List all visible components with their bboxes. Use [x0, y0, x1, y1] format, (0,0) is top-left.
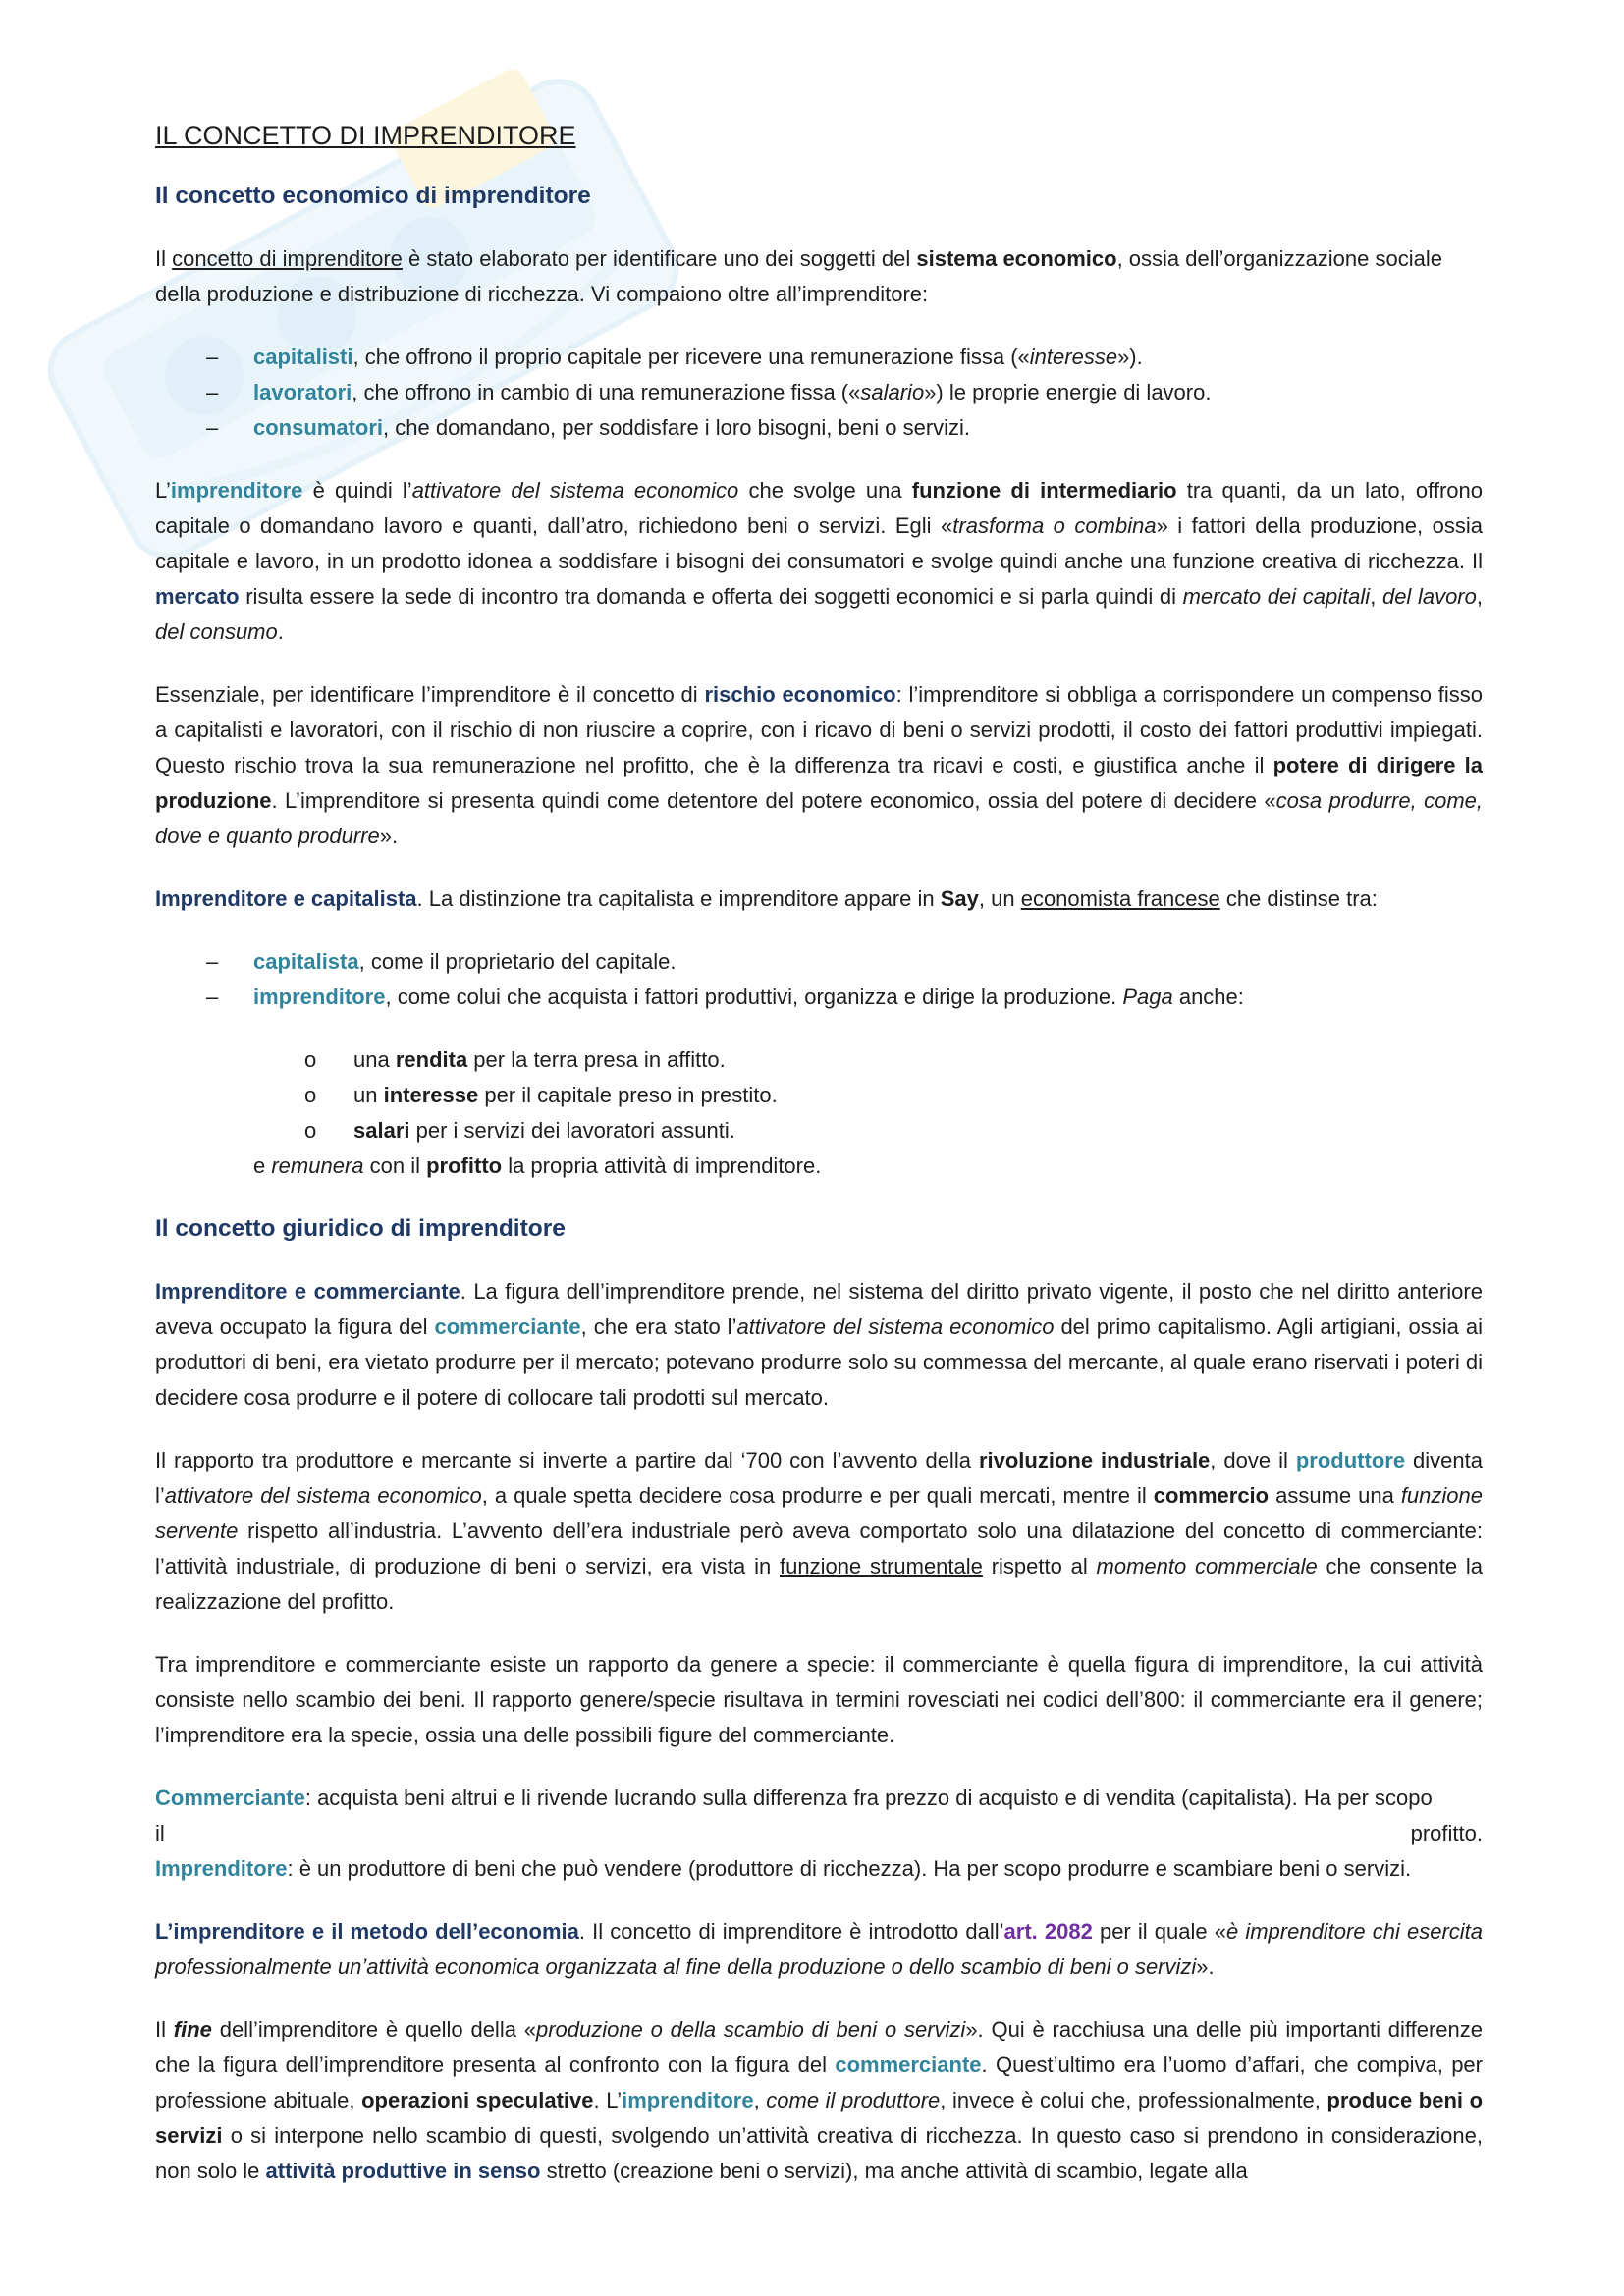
paragraph: Il rapporto tra produttore e mercante si inverte a partire dal ‘700 con l’avvento della rivoluzione industriale, dove il produttore diventa l’attivatore del sistema economico, a quale spetta decidere cosa produrre e per quali mercati, mentre il commercio assume una funzione servente rispetto all’industria. L’avvento dell’era industriale però aveva comportato solo una dilatazione del concetto di commerciante: l’attività industriale, di produzione di beni o servizi, era vista in funzione strumentale rispetto al momento commerciale che consente la realizzazione del profitto.	[155, 1448, 1484, 1614]
list-item: – consumatori, che domandano, per soddisfare i loro bisogni, beni o servizi.	[206, 415, 971, 440]
paragraph: Tra imprenditore e commerciante esiste un rapporto da genere a specie: il commerciante è quella figura di imprenditore, la cui attività consiste nello scambio dei beni. Il rapporto genere/specie risultava in termini rovesciati nei codici dell’800: il commerciante era il genere; l’imprenditore era la specie, ossia una delle possibili figure del commerciante.	[155, 1652, 1483, 1747]
list-item: o una rendita per la terra presa in affitto.	[304, 1047, 726, 1072]
paragraph: Imprenditore e commerciante. La figura dell’imprenditore prende, nel sistema del diritto privato vigente, il posto che nel diritto anteriore aveva occupato la figura del commerciante, che era stato l’attivatore del sistema economico del primo capitalismo. Agli artigiani, ossia ai produttori di beni, era vietato produrre per il mercato; potevano produrre solo su commessa del mercante, al quale erano riservati i poteri di decidere cosa produrre e il potere di collocare tali prodotti sul mercato.	[155, 1279, 1483, 1410]
list-item: – lavoratori, che offrono in cambio di una remunerazione fissa («salario») le proprie energie di lavoro.	[206, 380, 1212, 404]
payments-sublist	[155, 1042, 1483, 1148]
paragraph: Il concetto di imprenditore è stato elaborato per identificare uno dei soggetti del sistema economico, ossia dell’organizzazione sociale della produzione e distribuzione di ricchezza. Vi compaiono oltre all’imprenditore:	[155, 246, 1442, 306]
list-item: – capitalista, come il proprietario del capitale.	[206, 949, 677, 974]
list-item: o salari per i servizi dei lavoratori assunti.	[304, 1118, 735, 1143]
paragraph: Il fine dell’imprenditore è quello della «produzione o della scambio di beni o servizi». Qui è racchiusa una delle più importanti differenze che la figura dell’imprenditore presenta al confronto con la figura del commerciante. Quest’ultimo era l’uomo d’affari, che compiva, per professione abituale, operazioni speculative. L’imprenditore, come il produttore, invece è colui che, professionalmente, produce beni o servizi o si interpone nello scambio di questi, svolgendo un’attività creativa di ricchezza. In questo caso si prendono in considerazione, non solo le attività produttive in senso stretto (creazione beni o servizi), ma anche attività di scambio, legate alla	[155, 2017, 1484, 2183]
actors-list	[155, 340, 1483, 446]
paragraph: L’imprenditore è quindi l’attivatore del sistema economico che svolge una funzione di intermediario tra quanti, da un lato, offrono capitale o domandano lavoro e quanti, dall’atro, richiedono beni o servizi. Egli «trasforma o combina» i fattori della produzione, ossia capitale e lavoro, in un prodotto idonea a soddisfare i bisogni dei consumatori e svolge quindi anche una funzione creativa di ricchezza. Il mercato risulta essere la sede di incontro tra domanda e offerta dei soggetti economici e si parla quindi di mercato dei capitali, del lavoro, del consumo.	[155, 478, 1484, 644]
paragraph: Commerciante: acquista beni altrui e li rivende lucrando sulla differenza fra prezzo di acquisto e di vendita (capitalista). Ha per scopo il profitto. Imprenditore: è un produttore di beni che può vendere (produttore di ricchezza). Ha per scopo produrre e scambiare beni o servizi.	[155, 1786, 1483, 1881]
paragraph: Imprenditore e capitalista. La distinzione tra capitalista e imprenditore appare in Say, un economista francese che distinse tra:	[155, 886, 1378, 911]
list-item: o un interesse per il capitale preso in prestito.	[304, 1083, 778, 1107]
list-item: – capitalisti, che offrono il proprio capitale per ricevere una remunerazione fissa («interesse»).	[206, 345, 1143, 369]
section-heading-legal: Il concetto giuridico di imprenditore	[155, 1215, 566, 1242]
justified-line: il profitto.	[155, 1821, 1483, 1845]
paragraph: L’imprenditore e il metodo dell’economia. Il concetto di imprenditore è introdotto dall’art. 2082 per il quale «è imprenditore chi esercita professionalmente un’attività economica organizzata al fine della produzione o dello scambio di beni o servizi».	[155, 1919, 1484, 1979]
document-body	[155, 116, 1483, 2216]
paragraph: e remunera con il profitto la propria attività di imprenditore.	[253, 1153, 822, 1178]
section-heading-economic: Il concetto economico di imprenditore	[155, 183, 591, 209]
say-distinction-list	[155, 944, 1483, 1015]
paragraph: Essenziale, per identificare l’imprenditore è il concetto di rischio economico: l’imprenditore si obbliga a corrispondere un compenso fisso a capitalisti e lavoratori, con il rischio di non riuscire a coprire, con i ricavo di beni o servizi prodotti, il costo dei fattori produttivi impiegati. Questo rischio trova la sua remunerazione nel profitto, che è la differenza tra ricavi e costi, e giustifica anche il potere di dirigere la produzione. L’imprenditore si presenta quindi come detentore del potere economico, ossia del potere di decidere «cosa produrre, come, dove e quanto produrre».	[155, 682, 1483, 848]
list-item: – imprenditore, come colui che acquista i fattori produttivi, organizza e dirige la produzione. Paga anche:	[206, 985, 1244, 1009]
page-title: IL CONCETTO DI IMPRENDITORE	[155, 121, 576, 150]
